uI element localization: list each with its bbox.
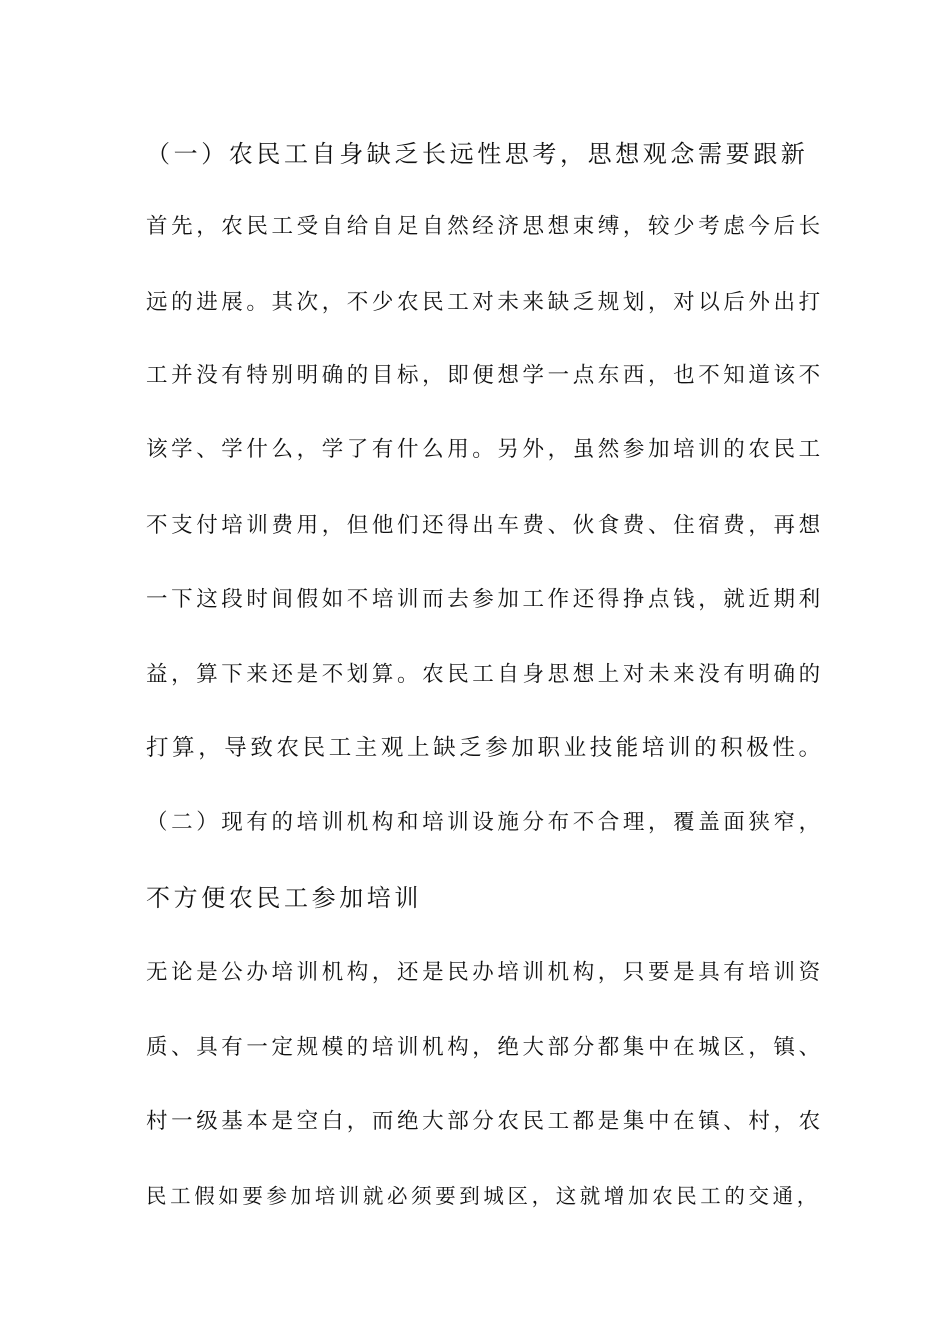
paragraph-line: 村一级基本是空白，而绝大部分农民工都是集中在镇、村，农	[146, 1109, 824, 1134]
heading-section-2-continued: 不方便农民工参加培训	[146, 884, 422, 912]
paragraph-line: 一下这段时间假如不培训而去参加工作还得挣点钱，就近期利	[146, 587, 824, 612]
paragraph-line: 远的进展。其次，不少农民工对未来缺乏规划，对以后外出打	[146, 290, 824, 315]
paragraph-line: 首先，农民工受自给自足自然经济思想束缚，较少考虑今后长	[146, 214, 824, 239]
paragraph-line: 无论是公办培训机构，还是民办培训机构，只要是具有培训资	[146, 960, 824, 985]
paragraph-line: 不支付培训费用，但他们还得出车费、伙食费、住宿费，再想	[146, 513, 824, 538]
paragraph-line: 益，算下来还是不划算。农民工自身思想上对未来没有明确的	[146, 662, 824, 687]
paragraph-line: 民工假如要参加培训就必须要到城区，这就增加农民工的交通，	[146, 1184, 821, 1208]
heading-section-2: （二）现有的培训机构和培训设施分布不合理，覆盖面狭窄，	[146, 810, 824, 835]
paragraph-line: 质、具有一定规模的培训机构，绝大部分都集中在城区，镇、	[146, 1035, 824, 1060]
heading-section-1: （一）农民工自身缺乏长远性思考，思想观念需要跟新	[146, 140, 809, 168]
paragraph-line: 打算，导致农民工主观上缺乏参加职业技能培训的积极性。	[146, 735, 825, 761]
paragraph-line: 该学、学什么，学了有什么用。另外，虽然参加培训的农民工	[146, 437, 824, 462]
paragraph-line: 工并没有特别明确的目标，即便想学一点东西，也不知道该不	[146, 363, 824, 388]
